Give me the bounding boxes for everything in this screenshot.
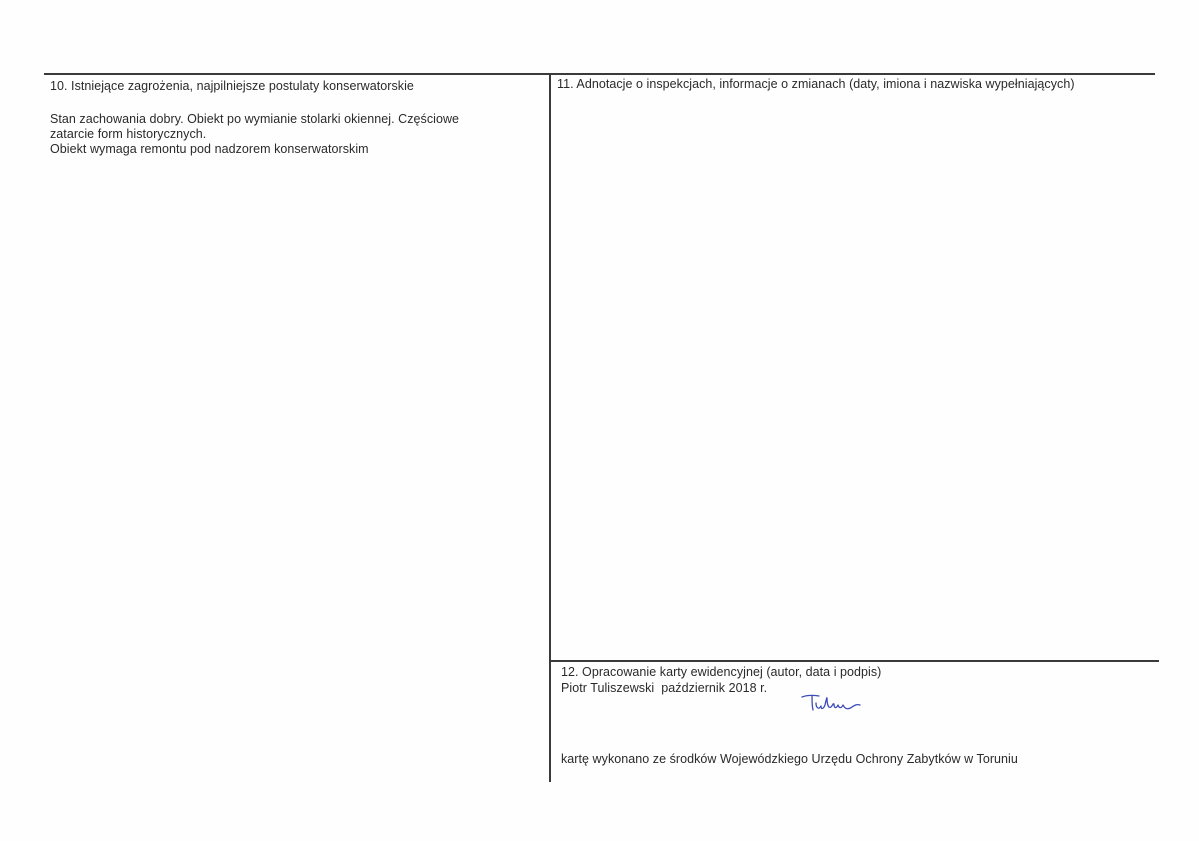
funding-note: kartę wykonano ze środków Wojewódzkiego Urzędu Ochrony Zabytków w Toruniu <box>561 752 1018 766</box>
section10-heading: 10. Istniejące zagrożenia, najpilniejsze postulaty konserwatorskie <box>50 79 414 93</box>
section10-line-3: Obiekt wymaga remontu pod nadzorem konserwatorskim <box>50 142 369 156</box>
section12-author-line: Piotr Tuliszewski październik 2018 r. <box>561 681 768 695</box>
section10-line-2: zatarcie form historycznych. <box>50 127 207 141</box>
section12-rule <box>549 660 1159 662</box>
section11-heading: 11. Adnotacje o inspekcjach, informacje o zmianach (daty, imiona i nazwiska wypełniających) <box>557 77 1075 91</box>
section10-line-1: Stan zachowania dobry. Obiekt po wymianie stolarki okiennej. Częściowe <box>50 112 460 126</box>
column-divider <box>549 73 551 782</box>
top-rule <box>44 73 1155 75</box>
section12-heading: 12. Opracowanie karty ewidencyjnej (autor, data i podpis) <box>561 665 882 679</box>
handwritten-signature <box>800 690 870 716</box>
